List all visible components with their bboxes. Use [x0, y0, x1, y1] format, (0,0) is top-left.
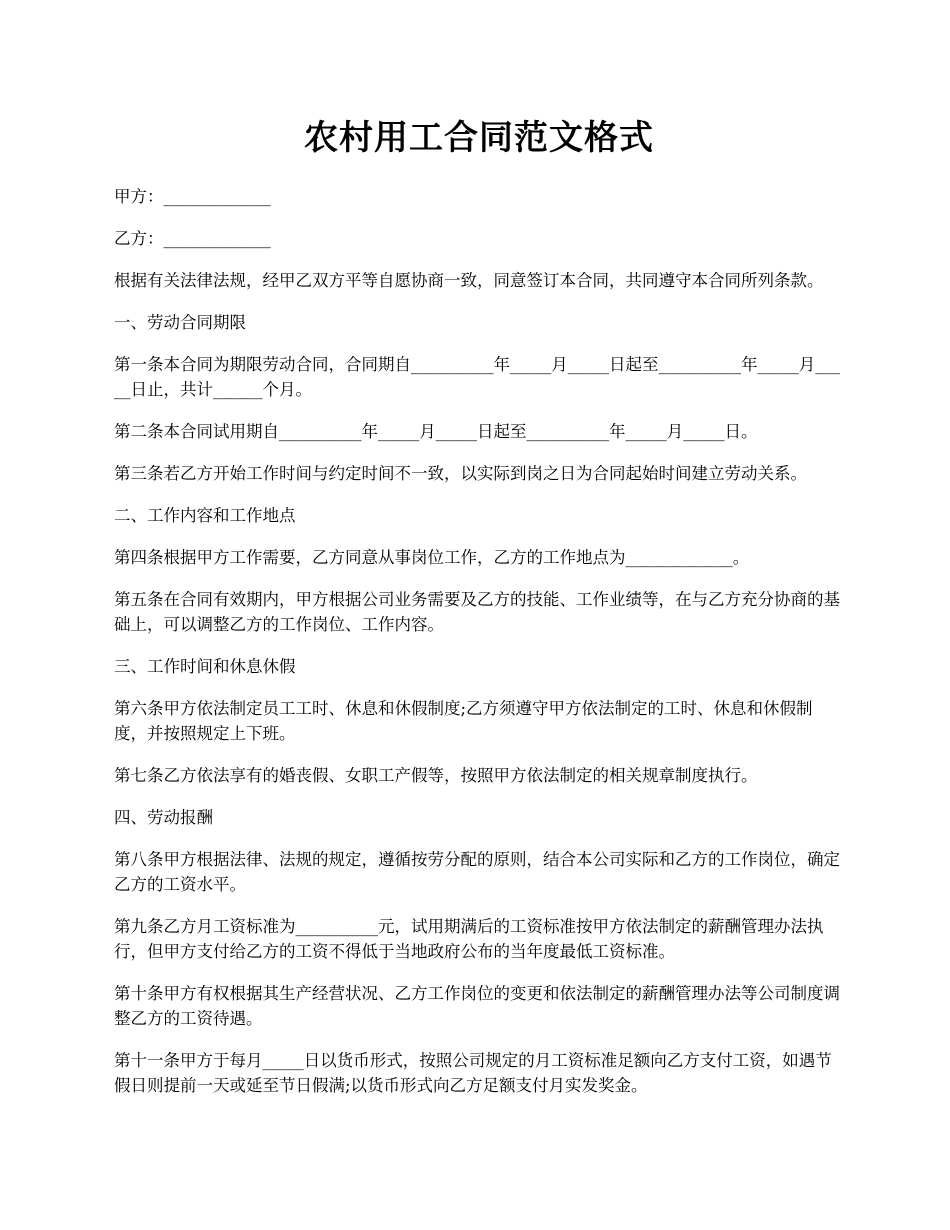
article-4: 第四条根据甲方工作需要，乙方同意从事岗位工作，乙方的工作地点为_____________。: [114, 548, 750, 567]
article-6: 第六条甲方依法制定员工工时、休息和休假制度;乙方须遵守甲方依法制定的工时、休息和休假制度，并按照规定上下班。: [114, 699, 813, 743]
article-5: 第五条在合同有效期内，甲方根据公司业务需要及乙方的技能、工作业绩等，在与乙方充分协商的基础上，可以调整乙方的工作岗位、工作内容。: [114, 590, 840, 634]
article-3: 第三条若乙方开始工作时间与约定时间不一致，以实际到岗之日为合同起始时间建立劳动关系。: [114, 464, 807, 483]
article-2: 第二条本合同试用期自__________年_____月_____日起至__________年_____月_____日。: [114, 422, 758, 441]
section-heading-term: 一、劳动合同期限: [114, 313, 246, 332]
section-heading-hours: 三、工作时间和休息休假: [114, 657, 296, 676]
section-heading-work: 二、工作内容和工作地点: [114, 506, 296, 525]
article-8: 第八条甲方根据法律、法规的规定，遵循按劳分配的原则，结合本公司实际和乙方的工作岗位，确定乙方的工资水平。: [114, 850, 840, 894]
document-page: [114, 112, 844, 1115]
section-heading-pay: 四、劳动报酬: [114, 808, 213, 827]
article-7: 第七条乙方依法享有的婚丧假、女职工产假等，按照甲方依法制定的相关规章制度执行。: [114, 766, 758, 785]
article-9: 第九条乙方月工资标准为__________元，试用期满后的工资标准按甲方依法制定的薪酬管理办法执行，但甲方支付给乙方的工资不得低于当地政府公布的当年度最低工资标准。: [114, 917, 824, 961]
article-11: 第十一条甲方于每月_____日以货币形式，按照公司规定的月工资标准足额向乙方支付工资，如遇节假日则提前一天或延至节日假满;以货币形式向乙方足额支付月实发奖金。: [114, 1051, 832, 1095]
party-b-line: 乙方：_____________: [114, 229, 271, 248]
article-10: 第十条甲方有权根据其生产经营状况、乙方工作岗位的变更和依法制定的薪酬管理办法等公司制度调整乙方的工资待遇。: [114, 984, 840, 1028]
party-a-line: 甲方：_____________: [114, 187, 271, 206]
document-title: 农村用工合同范文格式: [304, 118, 654, 158]
preamble-paragraph: 根据有关法律法规，经甲乙双方平等自愿协商一致，同意签订本合同，共同遵守本合同所列条款。: [114, 271, 824, 290]
article-1: 第一条本合同为期限劳动合同，合同期自__________年_____月_____日起至__________年_____月_____日止，共计______个月。: [114, 355, 840, 399]
